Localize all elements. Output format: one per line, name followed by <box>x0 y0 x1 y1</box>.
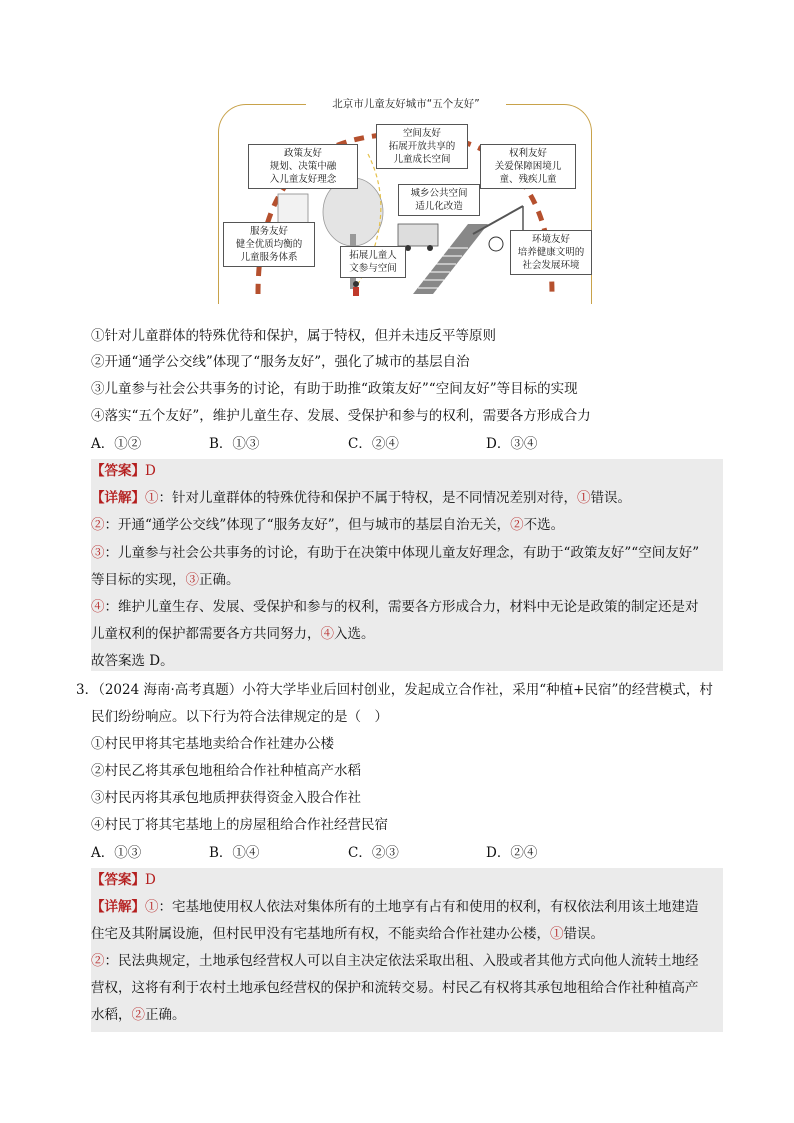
q2-detail-4b <box>91 625 375 643</box>
q3-statement-3: ③村民丙将其承包地质押获得资金入股合作社 <box>91 790 361 806</box>
q2-detail-3 <box>91 544 699 562</box>
q2-statement-3: ③儿童参与社会公共事务的讨论，有助于助推“政策友好”“空间友好”等目标的实现 <box>91 381 578 397</box>
urban-line1: 城乡公共空间 <box>410 188 468 199</box>
q3-stem-line1: 3．（2024 海南·高考真题）小符大学毕业后回村创业，发起成立合作社，采用“种植+民宿”的经营模式，村 <box>76 682 713 698</box>
figure-title: 北京市儿童友好城市“五个友好” <box>306 96 506 111</box>
q3-d1-mark: ① <box>145 899 159 915</box>
environment-line2: 社会发展环境 <box>522 260 580 271</box>
q3-detail-label: 【详解】 <box>91 899 145 915</box>
q2-option-a: A．①② <box>91 436 142 452</box>
q2-d1-endmark: ① <box>577 490 591 506</box>
q2-answer-label: 【答案】 <box>91 463 145 479</box>
space-title: 空间友好 <box>402 128 441 139</box>
q3-detail-2c <box>91 1006 186 1024</box>
environment-title: 环境友好 <box>531 234 570 245</box>
q2-option-d: D．③④ <box>486 436 538 452</box>
q2-d3-mark: ③ <box>91 545 105 561</box>
rights-line2: 童、残疾儿童 <box>499 174 557 185</box>
space-line1: 拓展开放共享的 <box>388 141 456 152</box>
q3-stem-line2: 民们纷纷响应。以下行为符合法律规定的是（ ） <box>91 709 388 725</box>
policy-friendly-box <box>248 144 358 189</box>
q2-d4-text: ：维护儿童生存、发展、受保护和参与的权利，需要各方形成合力，材料中无论是政策的制定还是对 <box>104 599 699 615</box>
q2-conclusion: 故答案选 D。 <box>91 653 174 669</box>
q2-d2-mark: ② <box>91 517 105 533</box>
q2-statement-2: ②开通“通学公交线”体现了“服务友好”，强化了城市的基层自治 <box>91 354 470 370</box>
q2-detail-4 <box>91 598 699 616</box>
rights-line1: 关爱保障困境儿 <box>494 161 562 172</box>
q3-d1-endmark: ① <box>550 926 564 942</box>
q3-answer-value: D <box>145 872 156 888</box>
q3-options <box>91 844 723 862</box>
q2-d3-text: ：儿童参与社会公共事务的讨论，有助于在决策中体现儿童友好理念，有助于“政策友好”“空间友好” <box>104 545 700 561</box>
urban-space-box <box>398 184 480 216</box>
q2-detail-2 <box>91 516 564 534</box>
q3-statement-1: ①村民甲将其宅基地卖给合作社建办公楼 <box>91 736 334 752</box>
q3-d1-end: 错误。 <box>563 926 604 942</box>
space-friendly-box <box>376 124 468 169</box>
q2-d2-text: ：开通“通学公交线”体现了“服务友好”，但与城市的基层自治无关， <box>104 517 511 533</box>
q2-statement-1: ①针对儿童群体的特殊优待和保护，属于特权，但并未违反平等原则 <box>91 328 496 344</box>
q2-detail-3b <box>91 571 240 589</box>
q3-detail-1b <box>91 925 604 943</box>
q2-d3b-end: 正确。 <box>199 572 240 588</box>
expand-line2: 文参与空间 <box>349 263 397 274</box>
q3-d1-line2: 住宅及其附属设施，但村民甲没有宅基地所有权，不能卖给合作社建办公楼， <box>91 926 550 942</box>
policy-line2: 入儿童友好理念 <box>269 174 337 185</box>
q3-detail-1 <box>91 898 699 916</box>
q2-d4b-end: 入选。 <box>334 626 375 642</box>
service-line1: 健全优质均衡的 <box>235 239 303 250</box>
policy-line1: 规划、决策中融 <box>269 161 337 172</box>
q2-detail-label: 【详解】 <box>91 490 145 506</box>
q3-option-a: A．①③ <box>91 845 142 861</box>
q3-answer <box>91 871 156 889</box>
q2-d4b-endmark: ④ <box>320 626 334 642</box>
q3-d2-endmark: ② <box>131 1007 145 1023</box>
expand-line1: 拓展儿童人 <box>349 250 397 261</box>
q2-detail-1 <box>91 489 631 507</box>
space-line2: 儿童成长空间 <box>393 154 451 165</box>
q2-statement-4: ④落实“五个友好”，维护儿童生存、发展、受保护和参与的权利，需要各方形成合力 <box>91 408 591 424</box>
q3-option-d: D．②④ <box>486 845 538 861</box>
q2-answer <box>91 462 156 480</box>
environment-line1: 培养健康文明的 <box>517 247 585 258</box>
q3-statement-4: ④村民丁将其宅基地上的房屋租给合作社经营民宿 <box>91 817 388 833</box>
rights-title: 权利友好 <box>508 148 547 159</box>
q2-d3b-endmark: ③ <box>185 572 199 588</box>
q3-d2-end: 正确。 <box>145 1007 186 1023</box>
environment-friendly-box <box>510 230 592 275</box>
service-line2: 儿童服务体系 <box>240 252 298 263</box>
q3-d2-mark: ② <box>91 953 105 969</box>
q2-d4-mark: ④ <box>91 599 105 615</box>
service-friendly-box <box>223 222 315 267</box>
urban-line2: 适儿化改造 <box>415 201 463 212</box>
q2-answer-value: D <box>145 463 156 479</box>
q3-option-c: C．②③ <box>348 845 399 861</box>
q2-d2-end: 不选。 <box>523 517 565 533</box>
five-friendly-figure <box>218 94 592 304</box>
q2-d4b-text: 儿童权利的保护都需要各方共同努力， <box>91 626 321 642</box>
q3-answer-label: 【答案】 <box>91 872 145 888</box>
q2-d2-endmark: ② <box>510 517 524 533</box>
rights-friendly-box <box>480 144 576 189</box>
q3-answer-panel <box>91 868 723 1032</box>
q2-d1-mark: ① <box>145 490 159 506</box>
expand-space-box <box>340 246 406 278</box>
service-title: 服务友好 <box>249 226 288 237</box>
q3-statement-2: ②村民乙将其承包地租给合作社种植高产水稻 <box>91 763 361 779</box>
policy-title: 政策友好 <box>283 148 322 159</box>
q3-d2-line3: 水稻， <box>91 1007 132 1023</box>
q3-detail-2b: 营权，这将有利于农村土地承包经营权的保护和流转交易。村民乙有权将其承包地租给合作社种植高产 <box>91 980 699 996</box>
q2-option-c: C．②④ <box>348 436 399 452</box>
q3-option-b: B．①④ <box>209 845 260 861</box>
q2-d1-text: ：针对儿童群体的特殊优待和保护不属于特权，是不同情况差别对待， <box>158 490 577 506</box>
q3-d1-line1: ：宅基地使用权人依法对集体所有的土地享有占有和使用的权利，有权依法利用该土地建造 <box>158 899 699 915</box>
q2-d1-end: 错误。 <box>590 490 631 506</box>
q3-d2-line1: ：民法典规定，土地承包经营权人可以自主决定依法采取出租、入股或者其他方式向他人流转土地经 <box>104 953 699 969</box>
q2-option-b: B．①③ <box>209 436 260 452</box>
q2-d3b-text: 等目标的实现， <box>91 572 186 588</box>
q2-options <box>91 435 723 453</box>
q3-detail-2 <box>91 952 699 970</box>
